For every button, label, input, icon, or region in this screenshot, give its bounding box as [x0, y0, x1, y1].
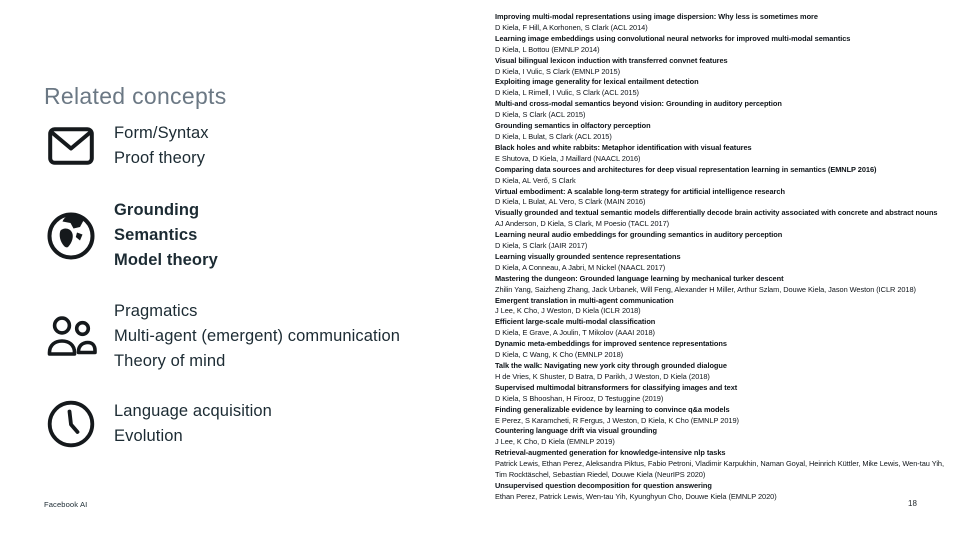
clock-icon — [45, 399, 97, 449]
publication-title: Learning neural audio embeddings for grounding semantics in auditory perception — [495, 230, 783, 240]
publication-entry — [495, 77, 950, 99]
publication-authors: AJ Anderson, D Kiela, S Clark, M Poesio (TACL 2017) — [495, 219, 670, 229]
concept-label: Grounding — [114, 201, 200, 219]
publication-title: Comparing data sources and architectures for deep visual representation learning in semantics (EMNLP 2016) — [495, 164, 877, 174]
publication-title: Finding generalizable evidence by learning to convince q&a models — [495, 404, 730, 414]
publication-authors: H de Vries, K Shuster, D Batra, D Parikh, J Weston, D Kiela (2018) — [495, 371, 710, 381]
page-title: Related concepts — [44, 83, 227, 109]
publication-title: Grounding semantics in olfactory perception — [495, 121, 651, 131]
concept-label: Language acquisition — [114, 402, 272, 420]
publication-entry — [495, 252, 950, 274]
publication-authors: J Lee, K Cho, D Kiela (EMNLP 2019) — [495, 437, 615, 447]
concept-label-group — [114, 121, 209, 171]
publication-entry — [495, 383, 950, 405]
publication-authors: D Kiela, S Clark (JAIR 2017) — [495, 241, 588, 251]
publication-title: Visually grounded and textual semantic models differentially decode brain activity associated with concrete and abstract nouns — [495, 208, 938, 218]
publication-title: Emergent translation in multi-agent communication — [495, 295, 674, 305]
publication-entry — [495, 99, 950, 121]
publication-entry — [495, 208, 950, 230]
publication-entry — [495, 34, 950, 56]
publication-authors: D Kiela, L Bulat, AL Vero, S Clark (MAIN 2016) — [495, 197, 646, 207]
concept-label: Proof theory — [114, 149, 206, 168]
concept-item — [45, 399, 272, 449]
publication-title: Visual bilingual lexicon induction with transferred convnet features — [495, 55, 728, 65]
publication-entry — [495, 426, 950, 448]
publication-title: Supervised multimodal bitransformers for classifying images and text — [495, 382, 738, 392]
concept-label-group — [114, 198, 218, 274]
concept-label: Evolution — [114, 427, 183, 446]
publication-authors: E Perez, S Karamcheti, R Fergus, J Weston, D Kiela, K Cho (EMNLP 2019) — [495, 415, 739, 425]
publication-entry — [495, 481, 950, 503]
publication-title: Mastering the dungeon: Grounded language learning by mechanical turker descent — [495, 273, 784, 283]
publication-title: Improving multi-modal representations using image dispersion: Why less is sometimes more — [495, 12, 818, 21]
publication-entry — [495, 143, 950, 165]
publication-authors: D Kiela, L Bottou (EMNLP 2014) — [495, 44, 600, 54]
publication-title: Exploiting image generality for lexical entailment detection — [495, 77, 699, 87]
concept-label: Model theory — [114, 251, 218, 270]
publication-authors: D Kiela, F Hill, A Korhonen, S Clark (ACL 2014) — [495, 22, 648, 32]
publication-entry — [495, 405, 950, 427]
footer-brand: Facebook AI — [44, 500, 88, 509]
publication-entry — [495, 317, 950, 339]
concept-label: Multi-agent (emergent) communication — [114, 327, 401, 346]
publication-entry — [495, 187, 950, 209]
publication-authors: D Kiela, E Grave, A Joulin, T Mikolov (AAAI 2018) — [495, 328, 655, 338]
publication-authors: Zhilin Yang, Saizheng Zhang, Jack Urbanek, Will Feng, Alexander H Miller, Arthur Szlam, Douwe Kiela, Jason Weston (ICLR 2018) — [495, 284, 916, 294]
publication-entry — [495, 56, 950, 78]
publication-list — [495, 12, 950, 503]
publication-authors: D Kiela, C Wang, K Cho (EMNLP 2018) — [495, 350, 624, 360]
publication-authors: J Lee, K Cho, J Weston, D Kiela (ICLR 2018) — [495, 306, 641, 316]
envelope-icon — [45, 127, 97, 165]
publication-title: Learning visually grounded sentence representations — [495, 251, 681, 261]
publication-authors: D Kiela, A Conneau, A Jabri, M Nickel (NAACL 2017) — [495, 262, 666, 272]
concept-label: Semantics — [114, 226, 198, 245]
publication-title: Black holes and white rabbits: Metaphor identification with visual features — [495, 142, 752, 152]
publication-entry — [495, 230, 950, 252]
publication-authors: D Kiela, L Rimell, I Vulic, S Clark (ACL 2015) — [495, 88, 639, 98]
concept-label: Form/Syntax — [114, 124, 209, 142]
globe-icon — [45, 211, 97, 261]
publication-title: Unsupervised question decomposition for question answering — [495, 480, 712, 490]
concept-item — [45, 121, 209, 171]
publication-title: Retrieval-augmented generation for knowledge-intensive nlp tasks — [495, 448, 726, 458]
publication-entry — [495, 339, 950, 361]
publication-entry — [495, 12, 950, 34]
concept-label: Theory of mind — [114, 352, 226, 371]
concept-label-group — [114, 299, 400, 375]
publication-title: Virtual embodiment: A scalable long-term strategy for artificial intelligence research — [495, 186, 785, 196]
publication-title: Learning image embeddings using convolutional neural networks for improved multi-modal semantics — [495, 33, 851, 43]
publication-title: Multi-and cross-modal semantics beyond vision: Grounding in auditory perception — [495, 99, 782, 109]
publication-authors: D Kiela, I Vulic, S Clark (EMNLP 2015) — [495, 66, 621, 76]
publication-entry — [495, 361, 950, 383]
concept-item — [45, 198, 218, 274]
publication-authors: D Kiela, S Clark (ACL 2015) — [495, 110, 586, 120]
publication-title: Efficient large-scale multi-modal classification — [495, 317, 656, 327]
publication-entry — [495, 274, 950, 296]
publication-title: Talk the walk: Navigating new york city through grounded dialogue — [495, 361, 727, 370]
publication-entry — [495, 165, 950, 187]
publication-entry — [495, 448, 950, 481]
publication-title: Countering language drift via visual grounding — [495, 426, 657, 436]
people-icon — [45, 315, 97, 359]
publication-authors: D Kiela, L Bulat, S Clark (ACL 2015) — [495, 131, 612, 141]
publication-authors: Patrick Lewis, Ethan Perez, Aleksandra Piktus, Fabio Petroni, Vladimir Karpukhin, Naman Goyal, Heinrich Küttler, Mike Lewis, Wen-tau Yih, Tim Rocktäschel, Sebastian Riedel, Douwe Kiela (NeurIPS 2020) — [495, 459, 944, 480]
publication-authors: D Kiela, AL Verő, S Clark — [495, 175, 576, 185]
publication-authors: E Shutova, D Kiela, J Maillard (NAACL 2016) — [495, 153, 641, 163]
publication-authors: D Kiela, S Bhooshan, H Firooz, D Testuggine (2019) — [495, 393, 664, 403]
page-number: 18 — [908, 499, 917, 508]
publication-title: Dynamic meta-embeddings for improved sentence representations — [495, 339, 727, 349]
publication-authors: Ethan Perez, Patrick Lewis, Wen-tau Yih, Kyunghyun Cho, Douwe Kiela (EMNLP 2020) — [495, 491, 777, 501]
concept-label-group — [114, 399, 272, 449]
publication-entry — [495, 296, 950, 318]
concept-label: Pragmatics — [114, 302, 198, 320]
publication-entry — [495, 121, 950, 143]
concept-item — [45, 299, 400, 375]
